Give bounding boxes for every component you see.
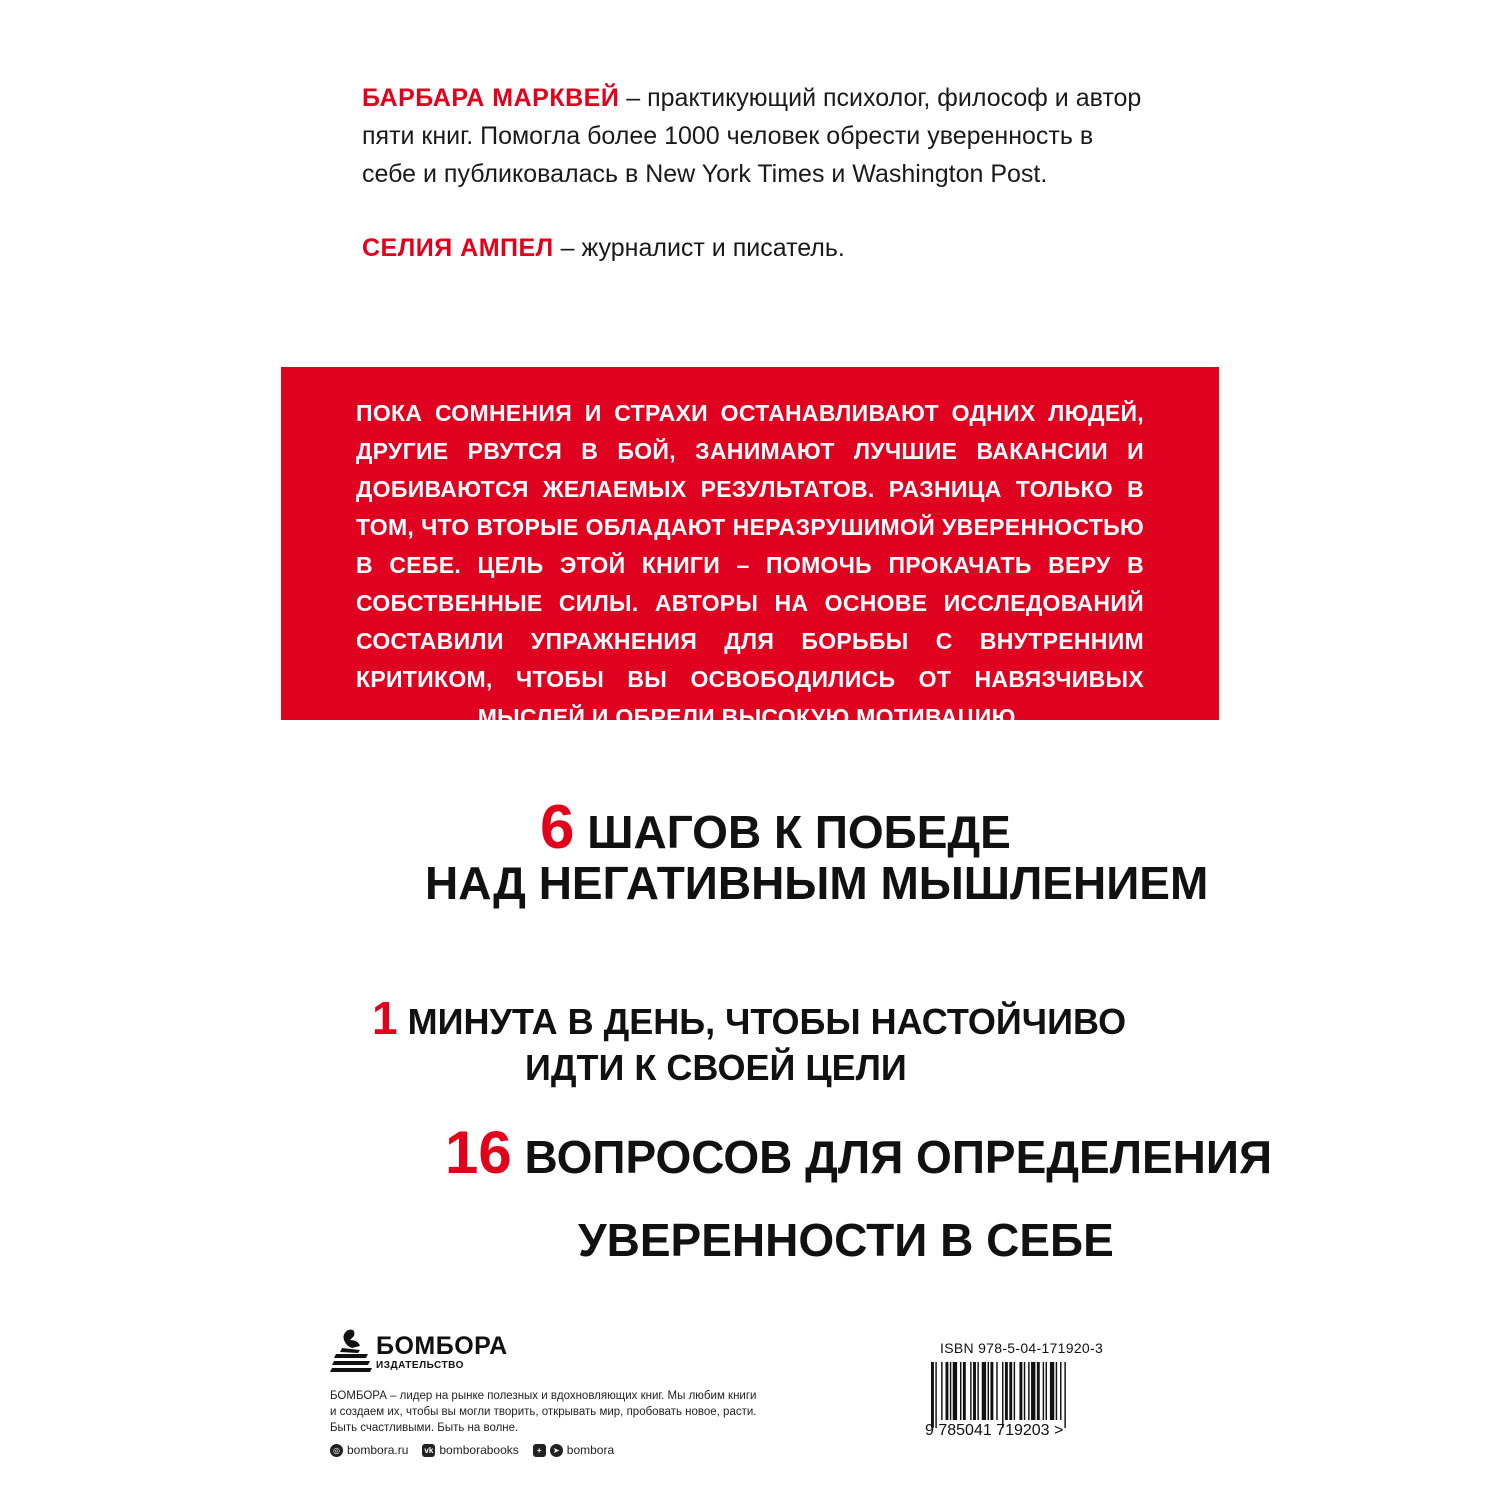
author-bio-ampel — [362, 229, 1142, 267]
isbn-label: ISBN 978-5-04-171920-3 — [940, 1340, 1104, 1356]
feature-3-line1 — [445, 1119, 1273, 1186]
social-link-vk[interactable] — [422, 1443, 518, 1457]
description-text: ПОКА СОМНЕНИЯ И СТРАХИ ОСТАНАВЛИВАЮТ ОДНИХ ЛЮДЕЙ, ДРУГИЕ РВУТСЯ В БОЙ, ЗАНИМАЮТ ЛУЧШИЕ ВАКАНСИИ И ДОБИВАЮТСЯ ЖЕЛАЕМЫХ РЕЗУЛЬТАТОВ. РАЗНИЦА ТОЛЬКО В ТОМ, ЧТО ВТОРЫЕ ОБЛАДАЮТ НЕРАЗРУШИМОЙ УВЕРЕННОСТЬЮ В СЕБЕ. ЦЕЛЬ ЭТОЙ КНИГИ – ПОМОЧЬ ПРОКАЧАТЬ ВЕРУ В СОБСТВЕННЫЕ СИЛЫ. АВТОРЫ НА ОСНОВЕ ИССЛЕДОВАНИЙ СОСТАВИЛИ УПРАЖНЕНИЯ ДЛЯ БОРЬБЫ С ВНУТРЕННИМ КРИТИКОМ, ЧТОБЫ ВЫ ОСВОБОДИЛИСЬ ОТ НАВЯЗЧИВЫХ МЫСЛЕЙ И ОБРЕЛИ ВЫСОКУЮ МОТИВАЦИЮ. — [356, 400, 1144, 730]
isbn-digits: 9 785041 719203 > — [925, 1422, 1064, 1439]
social-link-site[interactable] — [330, 1443, 408, 1457]
plus-icon: + — [533, 1444, 546, 1457]
author-bio-text: – практикующий психолог, философ и автор пяти книг. Помогла более 1000 человек обрести уверенность в себе и публиковалась в New York Times и Washington Post. — [362, 84, 1142, 188]
author-name: СЕЛИЯ АМПЕЛ — [362, 234, 554, 262]
feature-2-line2: ИДТИ К СВОЕЙ ЦЕЛИ — [525, 1047, 907, 1088]
publisher-description: БОМБОРА – лидер на рынке полезных и вдохновляющих книг. Мы любим книги и создаем их, чтобы вы могли творить, открывать мир, пробовать новое, расти. Быть счастливыми. Быть на волне. — [330, 1390, 757, 1434]
author-name: БАРБАРА МАРКВЕЙ — [362, 84, 620, 112]
social-label: bombora — [566, 1443, 615, 1457]
feature-2-number: 1 — [372, 992, 398, 1044]
publisher-logo — [330, 1328, 550, 1378]
feature-1-line1 — [540, 793, 1011, 862]
globe-icon: ◎ — [330, 1444, 343, 1457]
feature-3-number: 16 — [445, 1119, 512, 1186]
feature-1-text: ШАГОВ К ПОБЕДЕ — [574, 806, 1011, 858]
author-bio-markway — [362, 79, 1142, 193]
feature-3-line2: УВЕРЕННОСТИ В СЕБЕ — [578, 1214, 1114, 1266]
vk-icon: vk — [422, 1444, 435, 1457]
telegram-icon: ➤ — [550, 1444, 563, 1457]
feature-1-number: 6 — [540, 793, 575, 862]
barcode-icon — [925, 1360, 1125, 1460]
feature-3-text: ВОПРОСОВ ДЛЯ ОПРЕДЕЛЕНИЯ — [511, 1131, 1273, 1183]
social-label: bombora.ru — [347, 1443, 409, 1457]
publisher-subtitle: ИЗДАТЕЛЬСТВО — [376, 1360, 464, 1371]
publisher-name: БОМБОРА — [376, 1332, 508, 1360]
social-label: bomborabooks — [439, 1443, 519, 1457]
author-bio-text: – журналист и писатель. — [553, 234, 845, 262]
social-link-telegram[interactable] — [533, 1443, 614, 1457]
bombora-mark-icon — [330, 1328, 374, 1378]
feature-1-line2: НАД НЕГАТИВНЫМ МЫШЛЕНИЕМ — [425, 857, 1209, 909]
description-box — [281, 367, 1219, 730]
feature-2-text: МИНУТА В ДЕНЬ, ЧТОБЫ НАСТОЙЧИВО — [397, 1001, 1127, 1042]
social-links — [330, 1441, 614, 1459]
